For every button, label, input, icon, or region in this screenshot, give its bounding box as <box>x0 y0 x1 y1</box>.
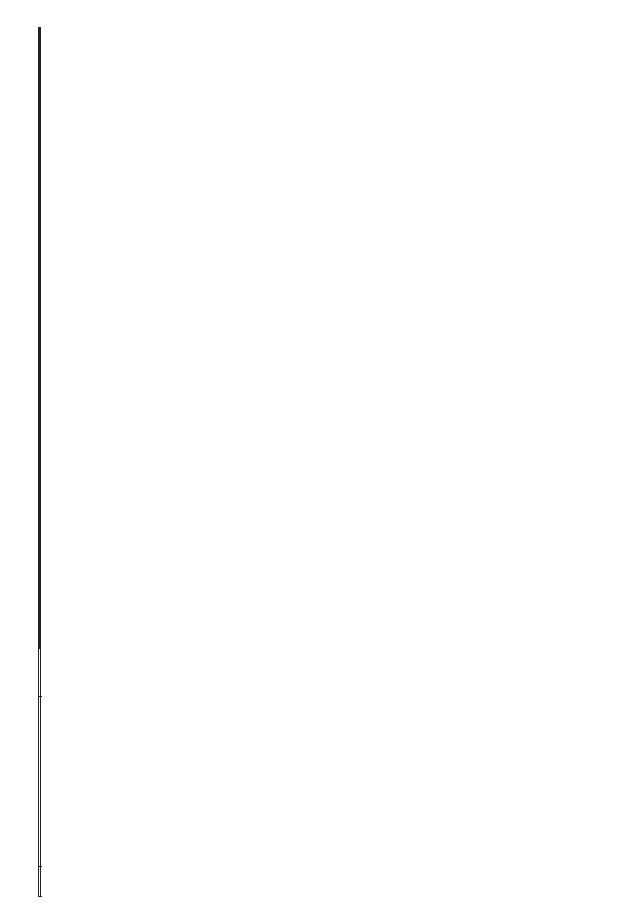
financing-table <box>38 27 41 897</box>
header-year-2020 <box>40 28 41 152</box>
header-number <box>39 866 41 896</box>
header-year-2017 <box>40 400 41 524</box>
header-name <box>39 696 41 866</box>
header-power <box>39 648 41 696</box>
header-year-2019 <box>40 152 41 276</box>
header-year-2018 <box>40 276 41 400</box>
header-year-2016 <box>40 524 41 648</box>
